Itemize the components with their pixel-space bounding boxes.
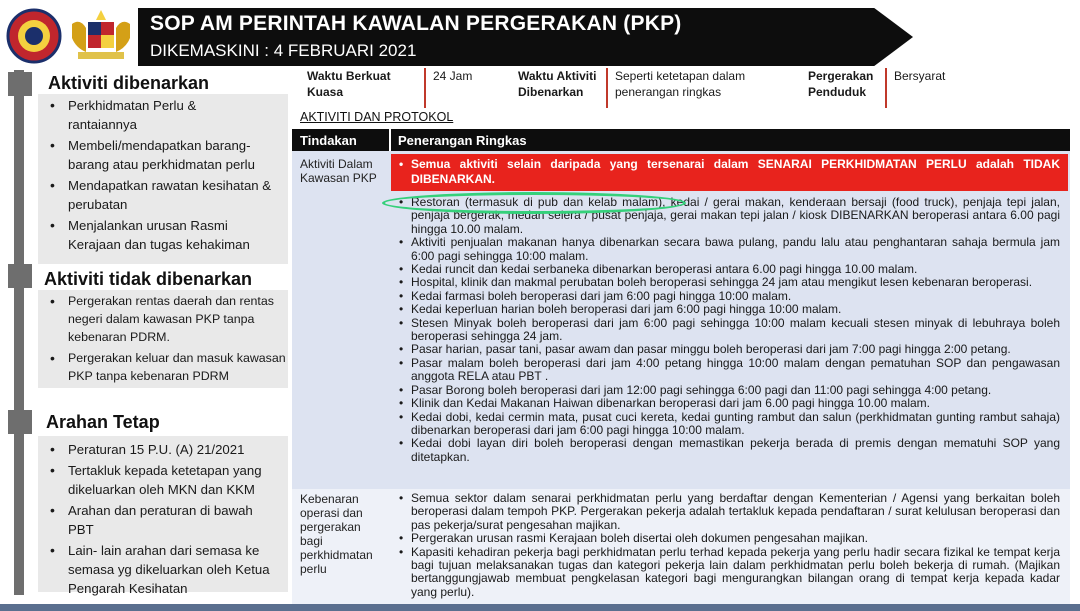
- list-item: • Pergerakan urusan rasmi Kerajaan boleh disertai oleh dokumen pengesahan majikan.: [391, 532, 1068, 545]
- curfew-value: 24 Jam: [433, 69, 473, 83]
- list-item: • Restoran (termasuk di pub dan kelab malam), kedai / gerai makan, kenderaan bersaji (food truck), penjaja tepi jalan, penjaja bergerak, medan selera / pusat penjaja, gerai makan tepi jalan / kiosk DIBENARKAN beroperasi antara 6.00 pagi hingga 10.00 malam.: [391, 196, 1068, 236]
- list-item: • Stesen Minyak boleh beroperasi dari jam 6:00 pagi sehingga 10:00 malam kecuali stesen minyak di lebuhraya boleh beroperasi sehingga 24 jam.: [391, 317, 1068, 344]
- activity-time-label: Waktu Aktiviti Dibenarkan: [518, 69, 597, 99]
- list-item: • Kedai dobi layan diri boleh beroperasi dengan memastikan pekerja berada di premis dengan mematuhi SOP yang ditetapkan.: [391, 437, 1068, 464]
- row-label: Kebenaran operasi dan pergerakan bagi perkhidmatan perlu: [300, 492, 373, 576]
- column-header-description: Penerangan Ringkas: [398, 133, 527, 148]
- row-label: Aktiviti Dalam Kawasan PKP: [300, 157, 377, 185]
- section-marker: [8, 264, 32, 288]
- section-marker: [8, 410, 32, 434]
- list-item: • Arahan dan peraturan di bawah PBT: [38, 501, 268, 539]
- list-item: • Lain- lain arahan dari semasa ke semasa yg dikeluarkan oleh Ketua Pengarah Kesihatan: [38, 541, 288, 598]
- police-badge-icon: [6, 8, 62, 64]
- section-heading: AKTIVITI DAN PROTOKOL: [300, 110, 454, 124]
- page-title: SOP AM PERINTAH KAWALAN PERGERAKAN (PKP): [150, 12, 682, 35]
- allowed-title: Aktiviti dibenarkan: [48, 73, 210, 93]
- list-item: • Pergerakan keluar dan masuk kawasan PKP tanpa kebenaran PDRM: [38, 349, 288, 385]
- list-item: • Mendapatkan rawatan kesihatan & perubatan: [38, 176, 288, 214]
- list-item: • Kedai farmasi boleh beroperasi dari jam 6:00 pagi hingga 10:00 malam.: [391, 290, 1068, 303]
- row-content: [391, 492, 1068, 599]
- standing-orders-box: [38, 436, 288, 596]
- list-item: • Membeli/mendapatkan barang-barang atau perkhidmatan perlu: [38, 136, 263, 174]
- not-allowed-box: [38, 290, 288, 388]
- list-item: • Hospital, klinik dan makmal perubatan boleh beroperasi sehingga 24 jam atau mengikut lesen kebenaran beroperasi.: [391, 276, 1068, 289]
- coat-of-arms-icon: [66, 8, 136, 64]
- standing-orders-title: Arahan Tetap: [46, 412, 160, 432]
- allowed-box: [38, 94, 288, 264]
- list-item: • Pasar Borong boleh beroperasi dari jam 12:00 pagi sehingga 6:00 pagi dan 11:00 pagi sehingga 4:00 petang.: [391, 384, 1068, 397]
- list-item: • Pasar malam boleh beroperasi dari jam 4:00 petang hingga 10:00 malam dengan pematuhan SOP dan pengawasan anggota RELA atau PBT .: [391, 357, 1068, 384]
- taskbar-strip: [0, 604, 1080, 611]
- column-header-action: Tindakan: [300, 133, 357, 148]
- movement-value: Bersyarat: [894, 69, 946, 83]
- list-item: • Kapasiti kehadiran pekerja bagi perkhidmatan perlu terhad kepada pekerja yang perlu hadir secara fizikal ke tempat kerja bagi tujuan melaksanakan tugas dan kategori pekerja lain dalam perkhidmatan perlu boleh bekerja di rumah. (Majikan bertanggungjawab membuat pengkelasan kategori bagi mengurangkan bilangan orang di tempat kerja kepada kadar yang perlu).: [391, 546, 1068, 600]
- list-item: • Kedai dobi, kedai cermin mata, pusat cuci kereta, kedai gunting rambut dan salun (perkhidmatan gunting rambut sahaja) dibenarkan beroperasi dari jam 6:00 pagi hingga 10:00 malam.: [391, 411, 1068, 438]
- list-item: • Tertakluk kepada ketetapan yang dikeluarkan oleh MKN dan KKM: [38, 461, 288, 499]
- list-item: • Kedai keperluan harian boleh beroperasi dari jam 6:00 pagi hingga 10:00 malam.: [391, 303, 1068, 316]
- list-item: • Kedai runcit dan kedai serbaneka dibenarkan beroperasi antara 6.00 pagi hingga 10.00 malam.: [391, 263, 1068, 276]
- not-allowed-title: Aktiviti tidak dibenarkan: [44, 269, 253, 289]
- movement-label: Pergerakan Penduduk: [808, 69, 874, 99]
- divider: [885, 68, 887, 108]
- list-item: • Pergerakan rentas daerah dan rentas negeri dalam kawasan PKP tanpa kebenaran PDRM.: [38, 292, 288, 346]
- list-item: • Klinik dan Kedai Makanan Haiwan dibenarkan beroperasi dari jam 6.00 pagi hingga 10.00 malam.: [391, 397, 1068, 410]
- table-header: [292, 129, 1070, 151]
- list-item: • Aktiviti penjualan makanan hanya dibenarkan secara bawa pulang, pandu lalu atau penghantaran sahaja bermula jam 6:00 pagi sehingga 10:00 malam.: [391, 236, 1068, 263]
- curfew-label: Waktu Berkuat Kuasa: [307, 69, 391, 99]
- divider: [424, 68, 426, 108]
- page-subtitle: DIKEMASKINI : 4 FEBRUARI 2021: [150, 41, 417, 60]
- section-marker: [8, 72, 32, 96]
- highlight-annotation: [382, 192, 686, 214]
- row-content: [391, 196, 1068, 464]
- header: [0, 0, 1080, 68]
- alert-banner: • Semua aktiviti selain daripada yang tersenarai dalam SENARAI PERKHIDMATAN PERLU adalah TIDAK DIBENARKAN.: [391, 154, 1068, 191]
- list-item: • Pasar harian, pasar tani, pasar awam dan pasar minggu boleh beroperasi dari jam 7:00 pagi hingga 2:00 petang.: [391, 343, 1068, 356]
- divider: [606, 68, 608, 108]
- list-item: • Perkhidmatan Perlu & rantaiannya: [38, 96, 263, 134]
- timeline-line: [14, 70, 24, 595]
- activity-time-value: Seperti ketetapan dalam penerangan ringkas: [615, 69, 746, 99]
- list-item: • Menjalankan urusan Rasmi Kerajaan dan tugas kehakiman: [38, 216, 278, 254]
- list-item: • Semua sektor dalam senarai perkhidmatan perlu yang berdaftar dengan Kementerian / Agensi yang berkaitan boleh beroperasi dalam tempoh PKP. Pergerakan pekerja adalah tertakluk kepada pendaftaran / surat kelulusan beroperasi dan pas pekerja/surat pengesahan majikan.: [391, 492, 1068, 532]
- list-item: • Peraturan 15 P.U. (A) 21/2021: [38, 440, 288, 459]
